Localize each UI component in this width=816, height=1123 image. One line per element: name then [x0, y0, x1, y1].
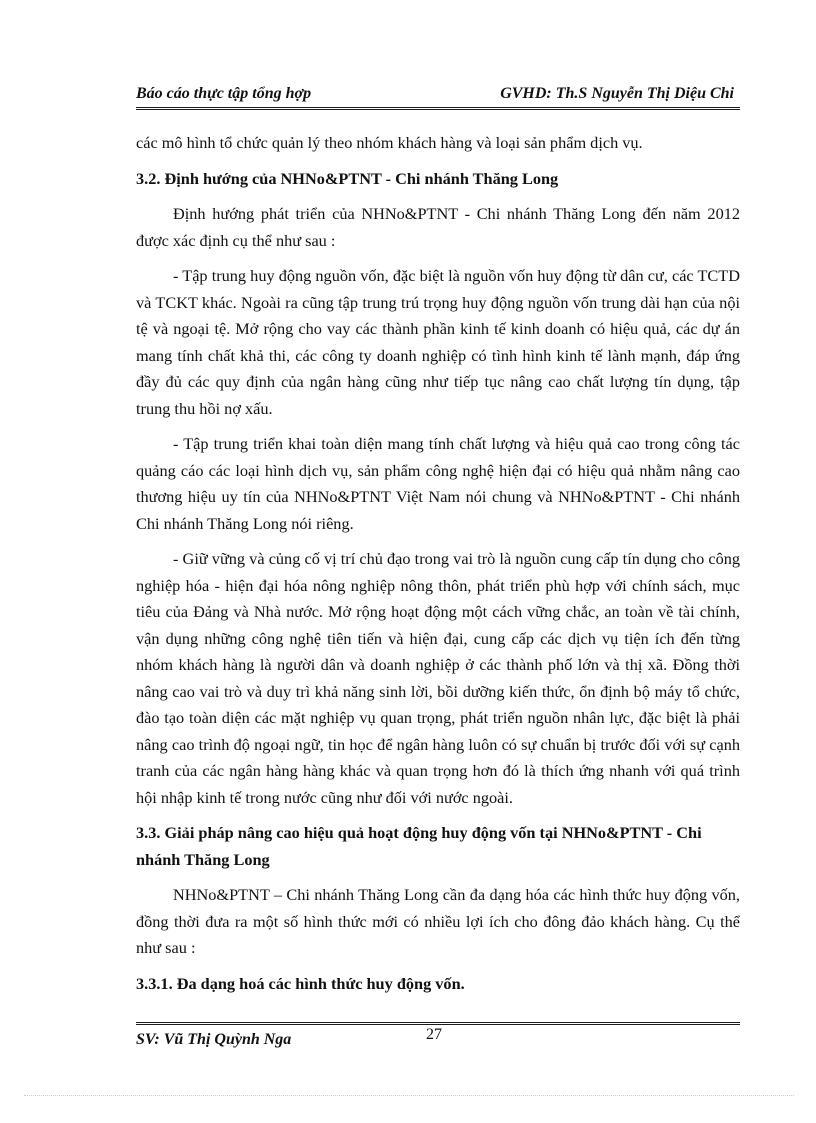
heading-3-3-1: 3.3.1. Đa dạng hoá các hình thức huy động vốn.	[136, 973, 465, 993]
page-edge-divider	[24, 1095, 794, 1096]
header-report-title: Báo cáo thực tập tổng hợp	[136, 85, 312, 102]
paragraph-orientation: Định hướng phát triển của NHNo&PTNT - Chi nhánh Thăng Long đến năm 2012 được xác định cụ thể như sau :	[136, 204, 740, 250]
paragraph-credit-role: - Giữ vững và củng cố vị trí chủ đạo trong vai trò là nguồn cung cấp tín dụng cho công nghiệp hóa - hiện đại hóa nông nghiệp nông thôn, phát triển phù hợp với chính sách, mục tiêu của Đảng và Nhà nước. Mở rộng hoạt động một cách vững chắc, an toàn về tài chính, vận dụng những công nghệ tiên tiến và hiện đại, cung cấp các dịch vụ tiện ích đến từng nhóm khách hàng là người dân và doanh nghiệp ở các thành phố lớn và thị xã. Đồng thời nâng cao vai trò và duy trì khả năng sinh lời, bồi dưỡng kiến thức, ổn định bộ máy tổ chức, đào tạo toàn diện các mặt nghiệp vụ quan trọng, phát triển nguồn nhân lực, đặc biệt là phải nâng cao trình độ ngoại ngữ, tin học để ngân hàng luôn có sự chuẩn bị trước đối với sự cạnh tranh của các ngân hàng hàng khác và quan trọng hơn đó là thích ứng nhanh với quá trình hội nhập kinh tế trong nước cũng như đối với nước ngoài.	[136, 549, 740, 807]
paragraph-capital-mobilization: - Tập trung huy động nguồn vốn, đặc biệt là nguồn vốn huy động từ dân cư, các TCTD và TCKT khác. Ngoài ra cũng tập trung trú trọng huy động nguồn vốn trung dài hạn của nội tệ và ngoại tệ. Mở rộng cho vay các thành phần kinh tế kinh doanh có hiệu quả, các dự án mang tính chất khả thi, các công ty doanh nghiệp có tình hình kinh tế lành mạnh, đáp ứng đầy đủ các quy định của ngân hàng cũng như tiếp tục nâng cao chất lượng tín dụng, tập trung thu hồi nợ xấu.	[136, 266, 740, 418]
footer-student-name: SV: Vũ Thị Quỳnh Nga	[136, 1031, 292, 1048]
paragraph-intro: các mô hình tổ chức quản lý theo nhóm khách hàng và loại sản phẩm dịch vụ.	[136, 133, 643, 152]
page-number: 27	[426, 1026, 442, 1043]
paragraph-advertising: - Tập trung triển khai toàn diện mang tính chất lượng và hiệu quả cao trong công tác quảng cáo các loại hình dịch vụ, sản phẩm công nghệ hiện đại có hiệu quả nhằm nâng cao thương hiệu uy tín của NHNo&PTNT Việt Nam nói chung và NHNo&PTNT - Chi nhánh Chi nhánh Thăng Long nói riêng.	[136, 434, 740, 533]
header-supervisor: GVHD: Th.S Nguyễn Thị Diệu Chi	[500, 85, 734, 102]
page-header	[136, 80, 740, 110]
paragraph-solutions: NHNo&PTNT – Chi nhánh Thăng Long cần đa dạng hóa các hình thức huy động vốn, đồng thời đưa ra một số hình thức mới có nhiều lợi ích cho đông đảo khách hàng. Cụ thể như sau :	[136, 885, 740, 957]
document-body	[136, 130, 740, 1006]
heading-3-2: 3.2. Định hướng của NHNo&PTNT - Chi nhánh Thăng Long	[136, 168, 559, 188]
heading-3-3: 3.3. Giải pháp nâng cao hiệu quả hoạt động huy động vốn tại NHNo&PTNT - Chi nhánh Thăng Long	[136, 823, 702, 869]
page-footer	[136, 1022, 740, 1052]
